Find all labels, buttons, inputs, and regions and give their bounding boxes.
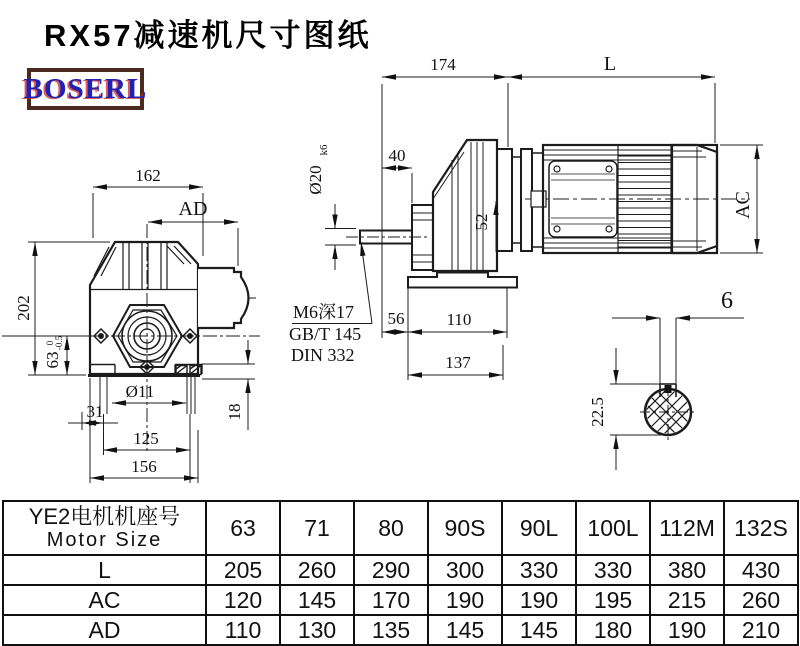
table-cell: 170 xyxy=(354,585,428,615)
motor-size-table xyxy=(2,500,799,646)
table-header-cell: 100L xyxy=(576,501,650,555)
table-cell: 120 xyxy=(206,585,280,615)
table-row xyxy=(3,615,798,645)
dim-52-label: 52 xyxy=(472,213,491,231)
table-cell: 135 xyxy=(354,615,428,645)
key-section-dimensions xyxy=(610,318,744,470)
dim-ad-label: AD xyxy=(178,198,208,220)
side-view xyxy=(289,53,763,380)
table-header-row xyxy=(3,501,798,555)
table-cell: 110 xyxy=(206,615,280,645)
dim-56-label: 56 xyxy=(387,309,405,328)
table-cell: 330 xyxy=(576,555,650,585)
dim-shaft-dia-label: Ø20 xyxy=(306,165,325,195)
housing-ribs xyxy=(94,243,191,289)
dim-l-label: L xyxy=(603,53,617,75)
row-label: AC xyxy=(3,585,206,615)
front-view xyxy=(2,166,260,483)
dim-40-label: 40 xyxy=(388,146,406,165)
dim-63-upper-tol: 0 xyxy=(45,340,55,346)
dim-shaft-tol-label: k6 xyxy=(318,144,330,156)
table-row xyxy=(3,555,798,585)
dim-110-label: 110 xyxy=(446,310,472,329)
table-cell: 210 xyxy=(724,615,798,645)
table-cell: 130 xyxy=(280,615,354,645)
header-cn: YE2电机机座号 xyxy=(28,503,181,529)
table-cell: 260 xyxy=(280,555,354,585)
table-cell: 260 xyxy=(724,585,798,615)
table-cell: 195 xyxy=(576,585,650,615)
gearbox-foot xyxy=(408,273,517,288)
dim-22-5-label: 22.5 xyxy=(588,397,607,427)
dim-137-label: 137 xyxy=(445,353,471,372)
table-cell: 330 xyxy=(502,555,576,585)
table-cell: 205 xyxy=(206,555,280,585)
table-header-cell: 63 xyxy=(206,501,280,555)
standard-gbt-label: GB/T 145 xyxy=(289,324,362,344)
table-row xyxy=(3,585,798,615)
header-en: Motor Size xyxy=(46,529,163,552)
row-label: AD xyxy=(3,615,206,645)
standard-din-label: DIN 332 xyxy=(291,345,355,365)
table-cell: 145 xyxy=(502,615,576,645)
table-header-cell: 90S xyxy=(428,501,502,555)
motor-flange xyxy=(497,149,512,251)
brand-logo-text: BOSERL xyxy=(23,72,148,105)
table-cell: 190 xyxy=(650,615,724,645)
table-cell: 380 xyxy=(650,555,724,585)
table-cell: 145 xyxy=(280,585,354,615)
dim-63-lower-tol: -0.5 xyxy=(54,335,64,351)
table-cell: 430 xyxy=(724,555,798,585)
table-cell: 215 xyxy=(650,585,724,615)
thread-note-label: M6深17 xyxy=(293,302,355,322)
table-header-cell: 132S xyxy=(724,501,798,555)
dim-6-label: 6 xyxy=(721,288,733,314)
dim-18-label: 18 xyxy=(225,403,244,421)
table-cell: 145 xyxy=(428,615,502,645)
row-label: L xyxy=(3,555,206,585)
dim-ac-label: AC xyxy=(732,191,754,219)
table-header-cell: 112M xyxy=(650,501,724,555)
table-cell: 180 xyxy=(576,615,650,645)
table-cell: 300 xyxy=(428,555,502,585)
side-view-dimensions xyxy=(292,77,763,380)
dim-156-label: 156 xyxy=(131,457,157,476)
dim-162-label: 162 xyxy=(135,166,161,185)
dim-d11-label: Ø11 xyxy=(125,382,155,401)
key-section-view xyxy=(588,288,744,470)
table-header-cell: 90L xyxy=(502,501,576,555)
table-header-cell: 80 xyxy=(354,501,428,555)
table-cell: 190 xyxy=(428,585,502,615)
table-cell: 290 xyxy=(354,555,428,585)
dim-125-label: 125 xyxy=(133,429,159,448)
dim-174-label: 174 xyxy=(430,55,456,74)
table-cell: 190 xyxy=(502,585,576,615)
dim-63-label: 63 xyxy=(43,351,62,369)
dim-31-label: 31 xyxy=(86,402,104,421)
table-header-cell: 71 xyxy=(280,501,354,555)
dim-202-label: 202 xyxy=(14,295,33,321)
side-block xyxy=(198,268,249,328)
table-header-motor-size xyxy=(3,501,206,555)
gearbox-housing xyxy=(433,140,497,271)
page-title: RX57减速机尺寸图纸 xyxy=(44,18,372,53)
